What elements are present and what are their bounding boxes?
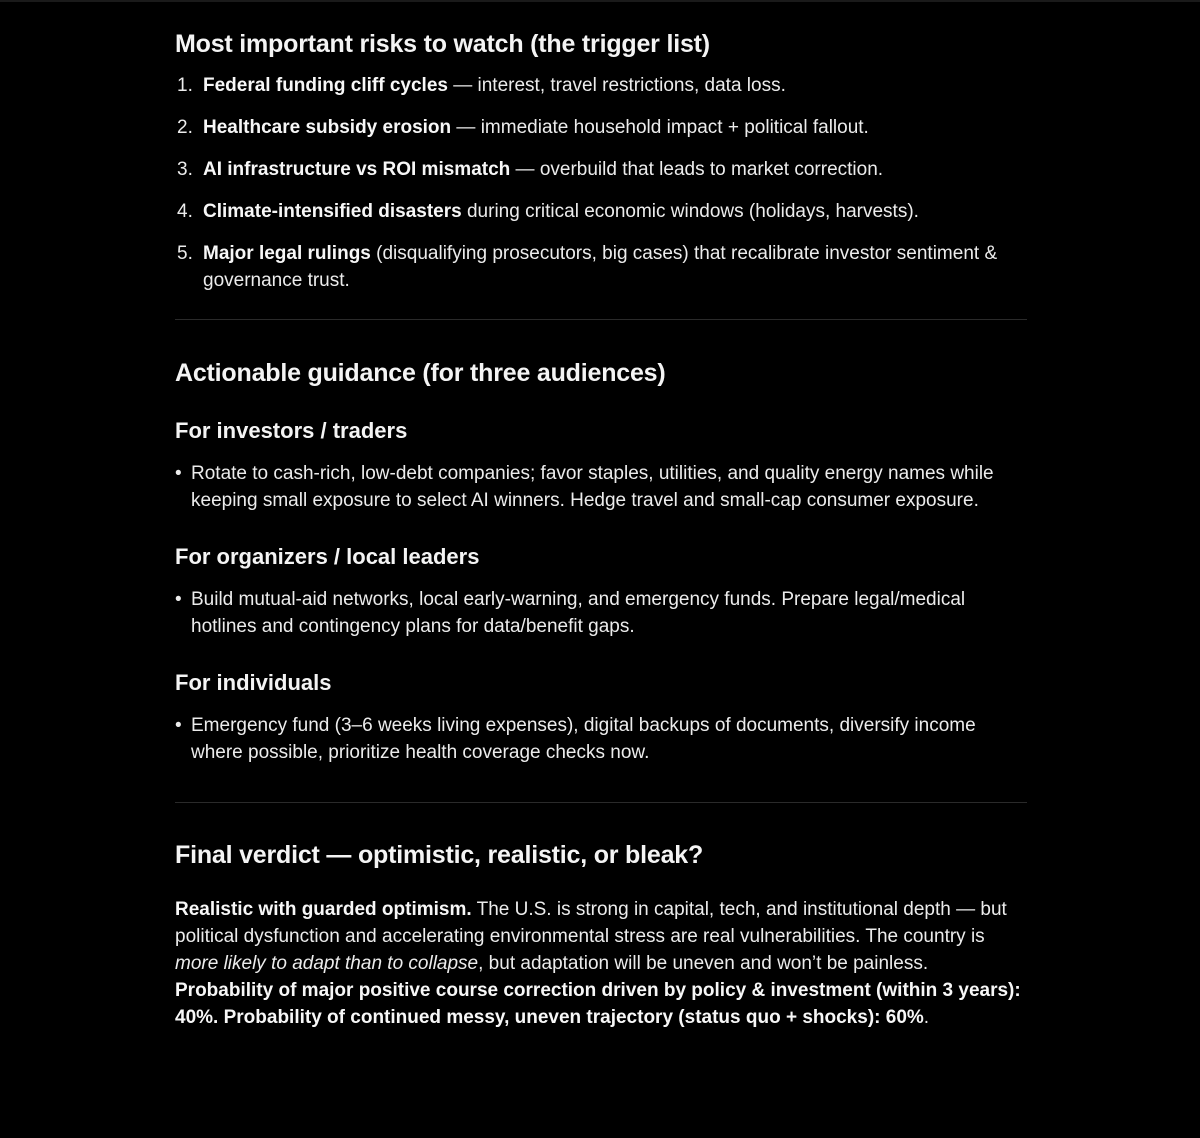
list-number: 4. bbox=[177, 201, 193, 222]
risk-detail: — immediate household impact + political fallout. bbox=[451, 117, 869, 138]
list-number: 2. bbox=[177, 117, 193, 138]
risk-title: Healthcare subsidy erosion bbox=[203, 117, 452, 138]
investors-list bbox=[175, 460, 1027, 514]
risks-heading: Most important risks to watch (the trigger list) bbox=[175, 30, 710, 58]
risk-title: Major legal rulings bbox=[203, 243, 371, 264]
audience-heading-organizers: For organizers / local leaders bbox=[175, 544, 480, 569]
risk-title: Climate-intensified disasters bbox=[203, 201, 462, 222]
risk-item-2 bbox=[175, 114, 1027, 141]
list-item bbox=[175, 712, 1027, 766]
section-divider bbox=[175, 802, 1027, 803]
guidance-text: Rotate to cash-rich, low-debt companies; favor staples, utilities, and quality energy names while keeping small exposure to select AI winners. Hedge travel and small-cap consumer exposure. bbox=[191, 463, 994, 511]
verdict-paragraph bbox=[175, 896, 1027, 1031]
guidance-heading: Actionable guidance (for three audiences) bbox=[175, 359, 666, 387]
section-divider bbox=[175, 319, 1027, 320]
verdict-heading: Final verdict — optimistic, realistic, or bleak? bbox=[175, 841, 704, 869]
risk-detail: — interest, travel restrictions, data loss. bbox=[447, 75, 786, 96]
bullet-icon: • bbox=[175, 463, 182, 484]
risk-detail: during critical economic windows (holidays, harvests). bbox=[461, 201, 919, 222]
guidance-text: Build mutual-aid networks, local early-warning, and emergency funds. Prepare legal/medical hotlines and contingency plans for data/benefit gaps. bbox=[191, 589, 966, 637]
verdict-lead: Realistic with guarded optimism. bbox=[175, 899, 472, 920]
verdict-text: , but adaptation will be uneven and won’t be painless. bbox=[478, 953, 929, 974]
verdict-text: The U.S. is strong in capital, tech, and institutional depth — but political dysfunction and accelerating environmental stress are real vulnerabilities. The country is bbox=[175, 899, 1007, 947]
audience-heading-investors: For investors / traders bbox=[175, 418, 408, 443]
bullet-icon: • bbox=[175, 589, 182, 610]
individuals-list bbox=[175, 712, 1027, 766]
risk-title: AI infrastructure vs ROI mismatch bbox=[203, 159, 511, 180]
risk-item-5 bbox=[175, 240, 1027, 294]
list-item bbox=[175, 460, 1027, 514]
risk-list bbox=[175, 72, 1027, 294]
list-number: 1. bbox=[177, 75, 193, 96]
verdict-end: . bbox=[923, 1007, 930, 1028]
risk-title: Federal funding cliff cycles bbox=[203, 75, 448, 96]
risk-item-3 bbox=[175, 156, 1027, 183]
list-number: 3. bbox=[177, 159, 193, 180]
risks-section bbox=[175, 28, 1027, 294]
list-item bbox=[175, 586, 1027, 640]
probability-positive: Probability of major positive course correction driven by policy & investment (within 3 years): 40%. bbox=[175, 980, 1021, 1028]
top-divider bbox=[0, 0, 1200, 2]
verdict-emphasis: more likely to adapt than to collapse bbox=[175, 953, 479, 974]
organizers-list bbox=[175, 586, 1027, 640]
risk-item-4 bbox=[175, 198, 1027, 225]
verdict-section bbox=[175, 839, 1027, 1031]
risk-detail: (disqualifying prosecutors, big cases) that recalibrate investor sentiment & governance trust. bbox=[203, 243, 998, 291]
guidance-section bbox=[175, 357, 1027, 766]
guidance-text: Emergency fund (3–6 weeks living expenses), digital backups of documents, diversify income where possible, prioritize health coverage checks now. bbox=[191, 715, 976, 763]
bullet-icon: • bbox=[175, 715, 182, 736]
audience-heading-individuals: For individuals bbox=[175, 670, 332, 695]
document-content bbox=[175, 28, 1027, 1031]
probability-messy: Probability of continued messy, uneven trajectory (status quo + shocks): 60% bbox=[223, 1007, 924, 1028]
list-number: 5. bbox=[177, 243, 193, 264]
risk-detail: — overbuild that leads to market correction. bbox=[510, 159, 884, 180]
risk-item-1 bbox=[175, 72, 1027, 99]
